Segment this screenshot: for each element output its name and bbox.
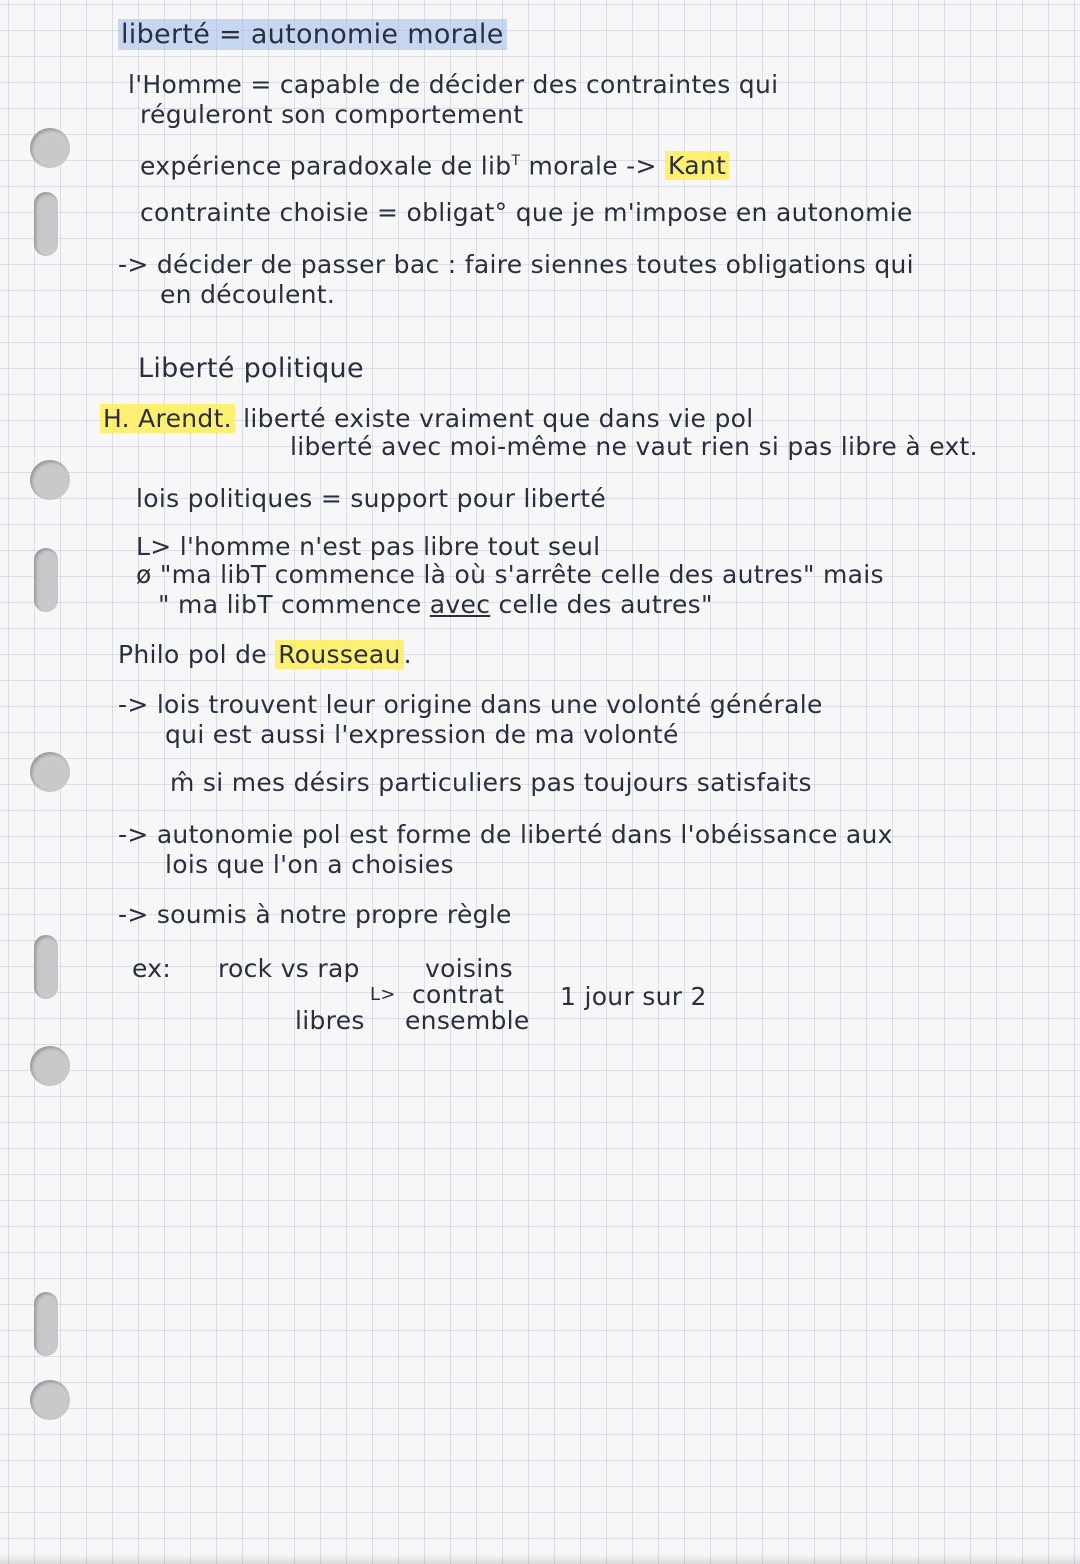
page-edge-shadow xyxy=(0,1554,1080,1564)
note-text: ensemble xyxy=(405,1006,530,1035)
binder-hole xyxy=(30,1380,70,1420)
note-line: -> soumis à notre propre règle xyxy=(118,900,512,929)
binder-slot xyxy=(34,935,58,999)
note-text: expérience paradoxale de lib xyxy=(140,151,512,181)
heading-liberte-politique: Liberté politique xyxy=(138,353,364,384)
note-line: L> l'homme n'est pas libre tout seul xyxy=(136,532,601,561)
note-text: Philo pol de xyxy=(118,640,276,669)
note-text: voisins xyxy=(425,954,513,983)
note-line: -> autonomie pol est forme de liberté dans l'obéissance aux xyxy=(118,820,893,849)
note-line: -> décider de passer bac : faire siennes toutes obligations qui xyxy=(118,250,914,279)
highlight-arendt: H. Arendt. xyxy=(100,404,235,433)
binder-hole xyxy=(30,752,70,792)
note-text: ex: xyxy=(132,954,172,983)
note-line xyxy=(118,640,412,670)
note-line: l'Homme = capable de décider des contraintes qui xyxy=(128,70,779,99)
note-text: " ma libT commence xyxy=(158,590,430,619)
note-text: celle des autres" xyxy=(490,590,713,619)
note-text-underlined: avec xyxy=(429,590,491,619)
note-line: m̂ si mes désirs particuliers pas toujours satisfaits xyxy=(170,768,812,797)
note-line: liberté avec moi-même ne vaut rien si pas libre à ext. xyxy=(290,432,978,461)
binder-slot xyxy=(34,1292,58,1356)
note-line: -> lois trouvent leur origine dans une volonté générale xyxy=(118,690,823,719)
binder-hole xyxy=(30,460,70,500)
note-text: rock vs rap xyxy=(218,954,360,983)
note-text: . xyxy=(403,640,412,669)
note-line: lois que l'on a choisies xyxy=(165,850,454,879)
highlight-blue: liberté = autonomie morale xyxy=(118,19,507,50)
note-text: morale -> xyxy=(520,151,665,181)
binder-slot xyxy=(34,548,58,612)
note-text: contrat xyxy=(412,980,505,1009)
note-line: réguleront son comportement xyxy=(140,100,524,129)
note-line: lois politiques = support pour liberté xyxy=(136,484,607,513)
highlight-rousseau: Rousseau xyxy=(275,640,403,669)
note-line: ø "ma libT commence là où s'arrête celle des autres" mais xyxy=(136,560,884,589)
note-line xyxy=(100,404,753,434)
note-text: 1 jour sur 2 xyxy=(560,982,707,1011)
note-line: expérience paradoxale de lib$^T$ morale -> Kant xyxy=(140,146,729,181)
note-line: en découlent. xyxy=(160,280,336,309)
heading-liberte-autonomie xyxy=(118,20,507,50)
note-text: L> xyxy=(370,984,396,1005)
binder-hole xyxy=(30,1046,70,1086)
highlight-kant: Kant xyxy=(665,151,729,180)
binder-hole xyxy=(30,128,70,168)
note-line xyxy=(158,590,713,620)
binder-slot xyxy=(34,192,58,256)
note-text: libres xyxy=(295,1006,365,1035)
note-line: qui est aussi l'expression de ma volonté xyxy=(165,720,679,749)
note-line: contrainte choisie = obligat° que je m'impose en autonomie xyxy=(140,198,913,227)
note-text: liberté existe vraiment que dans vie pol xyxy=(234,404,754,433)
